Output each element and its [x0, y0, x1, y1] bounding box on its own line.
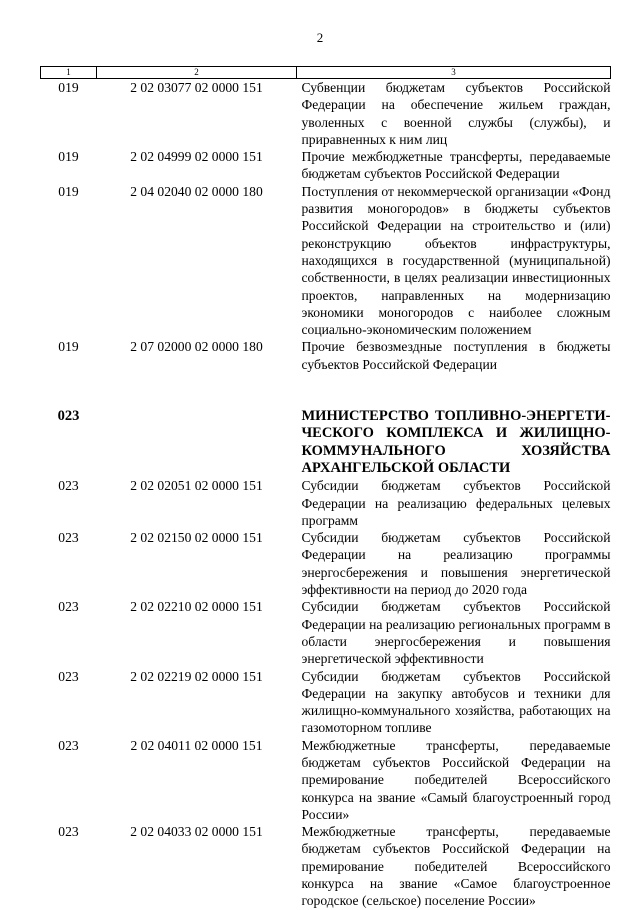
income-description: Прочие безвозмездные поступления в бюджеты субъектов Российской Федерации	[301, 339, 611, 372]
income-description: Субсидии бюджетам субъектов Российской Федерации на реализацию программы энергосбережения и повышения энергетической эффективности на период до 2020 года	[301, 530, 611, 598]
admin-code: 019	[58, 149, 79, 165]
table-row	[41, 823, 611, 909]
ministry-code-empty	[97, 408, 297, 477]
table-row	[41, 477, 611, 529]
header-col-2: 2	[97, 67, 297, 79]
table-row	[41, 148, 611, 183]
admin-code: 023	[58, 530, 79, 546]
ministry-name: МИНИСТЕРСТВО ТОПЛИВНО-ЭНЕРГЕТИ-ЧЕСКОГО КОМПЛЕКСА И ЖИЛИЩНО-КОММУНАЛЬНОГО ХОЗЯЙСТВА АРХАНГЕЛЬСКОЙ ОБЛАСТИ	[301, 408, 611, 476]
admin-code: 019	[58, 183, 79, 199]
header-col-3: 3	[297, 67, 611, 79]
income-description: Субсидии бюджетам субъектов Российской Федерации на реализацию федеральных целевых программ	[301, 478, 611, 528]
budget-code: 2 02 02210 02 0000 151	[130, 599, 263, 615]
admin-code: 023	[58, 478, 79, 494]
ministry-heading-row	[41, 408, 611, 477]
income-description: Поступления от некоммерческой организации «Фонд развития моногородов» в бюджеты субъектов Российской Федерации на строительство и (или) реконструкцию объектов инфраструктуры, находящихся в государственной (муниципальной) собственности, в целях реализации инвестиционных проектов, направленных на модернизацию экономики моногородов с наиболее сложным социально-экономическим положением	[301, 183, 611, 338]
page-number: 2	[316, 30, 324, 45]
income-description: Субвенции бюджетам субъектов Российской Федерации на обеспечение жильем граждан, уволенных с военной службы (службы), и приравненных к ним лиц	[301, 80, 611, 147]
table-row	[41, 79, 611, 149]
budget-code: 2 02 02150 02 0000 151	[130, 530, 263, 546]
ministry-admin-code: 023	[57, 408, 80, 425]
table-header-row	[41, 67, 611, 79]
table-row	[41, 668, 611, 737]
budget-code: 2 02 02051 02 0000 151	[130, 478, 263, 494]
admin-code: 023	[58, 599, 79, 615]
budget-code: 2 02 04999 02 0000 151	[130, 149, 263, 165]
admin-code: 019	[58, 80, 79, 95]
table-row	[41, 529, 611, 598]
table-row	[41, 737, 611, 823]
income-description: Прочие межбюджетные трансферты, передаваемые бюджетам субъектов Российской Федерации	[301, 149, 611, 182]
income-description: Межбюджетные трансферты, передаваемые бюджетам субъектов Российской Федерации на премирование победителей Всероссийского конкурса на звание «Самый благоустроенный город России»	[301, 737, 611, 822]
income-description: Субсидии бюджетам субъектов Российской Федерации на реализацию региональных программ в области энергосбережения и повышения энергетической эффективности	[301, 599, 611, 667]
row-spacer	[41, 373, 611, 408]
admin-code: 019	[58, 339, 79, 355]
admin-code: 023	[58, 737, 79, 753]
income-description: Субсидии бюджетам субъектов Российской Федерации на закупку автобусов и техники для жилищно-коммунального хозяйства, работающих на газомоторном топливе	[301, 668, 611, 736]
table-row	[41, 183, 611, 339]
budget-code: 2 02 04033 02 0000 151	[130, 824, 263, 840]
table-row	[41, 338, 611, 373]
budget-code: 2 02 03077 02 0000 151	[130, 80, 263, 95]
budget-code: 2 02 04011 02 0000 151	[130, 737, 263, 753]
header-col-1: 1	[41, 67, 97, 79]
table-row	[41, 598, 611, 667]
admin-code: 023	[58, 668, 79, 684]
budget-code: 2 04 02040 02 0000 180	[130, 183, 263, 199]
budget-code: 2 02 02219 02 0000 151	[130, 668, 263, 684]
admin-code: 023	[58, 824, 79, 840]
budget-codes-table	[40, 66, 611, 910]
income-description: Межбюджетные трансферты, передаваемые бюджетам субъектов Российской Федерации на премирование победителей Всероссийского конкурса на звание «Самое благоустроенное городское (сельское) поселение России»	[301, 824, 611, 909]
budget-code: 2 07 02000 02 0000 180	[130, 339, 263, 355]
